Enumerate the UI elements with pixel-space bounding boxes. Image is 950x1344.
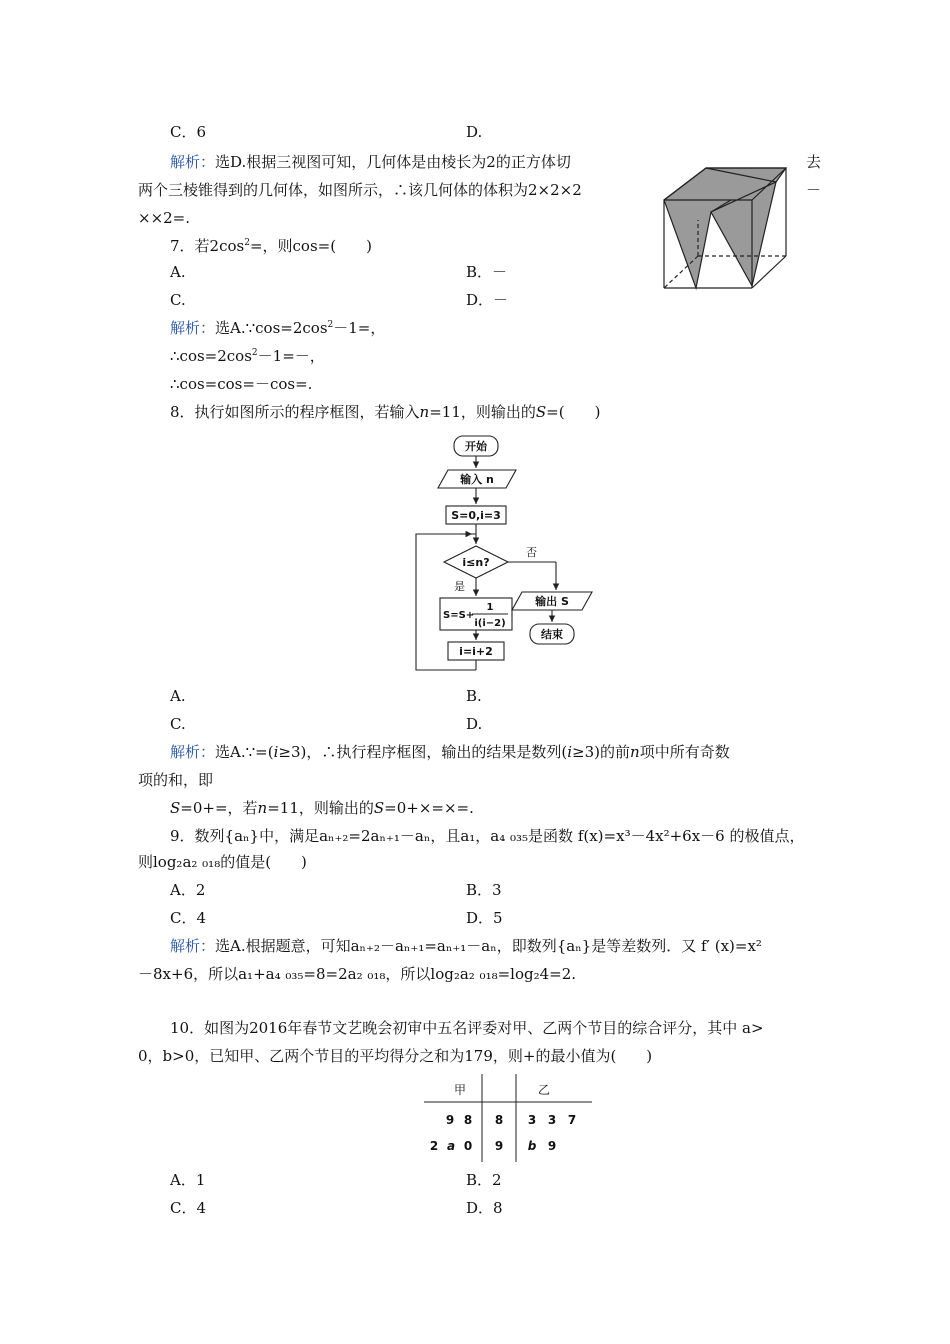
body-label: S=S+	[443, 610, 475, 621]
q6-option-d: D.	[466, 123, 483, 141]
q10-option-b: B．2	[466, 1171, 502, 1189]
q7-option-b: B．－	[466, 263, 508, 281]
flowchart	[408, 432, 604, 678]
q10-stem-line-1: 10．如图为2016年春节文艺晚会初审中五名评委对甲、乙两个节目的综合评分，其中 a>	[170, 1019, 764, 1037]
q7-analysis-line-3: ∴cos=cos=－cos=.	[170, 375, 313, 393]
leaf-left: 8	[463, 1113, 473, 1127]
q8-analysis-line-2: 项的和，即	[138, 771, 214, 789]
q6-analysis-line-1	[170, 152, 571, 172]
q7-option-c: C.	[170, 291, 186, 309]
q8-analysis-line-3: S=0+=，若n=11，则输出的S=0+×=×=.	[170, 799, 474, 817]
q6-analysis-tail-1: 去	[806, 153, 822, 171]
increment-label: i=i+2	[459, 645, 493, 658]
q7-option-a: A.	[170, 263, 186, 281]
q9-analysis-line-2: －8x+6，所以a₁+a₄ ₀₃₅=8=2a₂ ₀₁₈，所以log₂a₂ ₀₁₈=log₂4=2.	[138, 965, 577, 983]
q9-option-d: D．5	[466, 909, 503, 927]
q7-option-d: D．－	[466, 291, 509, 309]
analysis-label: 解析：	[170, 319, 216, 337]
q7-analysis-line-2: $\therefore\cos=2\cos^2-1=-$，	[170, 347, 325, 365]
q6-analysis-tail-2: －	[806, 181, 822, 199]
q9-option-c: C．4	[170, 909, 207, 927]
table-head-left: 甲	[453, 1083, 467, 1097]
stem-leaf-table	[420, 1072, 596, 1164]
analysis-label: 解析：	[170, 743, 216, 761]
table-head-right: 乙	[537, 1083, 551, 1097]
q10-option-a: A．1	[170, 1171, 206, 1189]
q7-analysis-line-1: 解析：选$A.\because\cos=2\cos^2-1=$，	[170, 319, 386, 337]
q9-analysis-line-1: 解析：选A.根据题意，可知aₙ₊₂－aₙ₊₁=aₙ₊₁－aₙ，即数列{aₙ}是等差数列．又 f′ (x)=x²	[170, 937, 762, 955]
q10-stem-line-2: 0，b>0，已知甲、乙两个节目的平均得分之和为179，则+的最小值为( )	[138, 1047, 653, 1065]
body-denominator: i(i−2)	[474, 618, 506, 629]
q9-stem-line-1: 9．数列{aₙ}中，满足aₙ₊₂=2aₙ₊₁－aₙ，且a₁，a₄ ₀₃₅是函数 f(x)=x³－4x²+6x－6 的极值点，	[170, 827, 805, 845]
decision-label: i≤n?	[462, 556, 490, 569]
q9-stem-line-2: 则log₂a₂ ₀₁₈的值是( )	[138, 853, 307, 871]
leaf-right: 7	[567, 1113, 577, 1127]
input-label: 输入 n	[460, 473, 494, 486]
q8-stem: 8．执行如图所示的程序框图，若输入n=11，则输出的S=( )	[170, 403, 601, 421]
body-numerator: 1	[486, 602, 494, 613]
stem-value: 8	[494, 1113, 504, 1127]
output-label: 输出 S	[535, 595, 569, 608]
q8-analysis-line-1: 解析：选A.∵=(i≥3)，∴执行程序框图，输出的结果是数列(i≥3)的前n项中所有奇数	[170, 743, 730, 761]
leaf-left: 9	[445, 1113, 455, 1127]
q8-option-a: A.	[170, 687, 186, 705]
q6-option-c: C．6	[170, 123, 207, 141]
q6-analysis-text-1: 选D.根据三视图可知，几何体是由棱长为2的正方体切	[215, 153, 571, 171]
q6-analysis-line-2: 两个三棱锥得到的几何体，如图所示，∴该几何体的体积为2×2×2	[138, 181, 582, 199]
q7-stem: 7．若$2\cos^2=$，则cos=( )	[170, 237, 372, 255]
q10-option-c: C．4	[170, 1199, 207, 1217]
q10-option-d: D．8	[466, 1199, 503, 1217]
q8-option-b: B.	[466, 687, 482, 705]
analysis-label: 解析：	[170, 937, 216, 955]
leaf-left: 2	[429, 1139, 439, 1153]
q8-option-c: C.	[170, 715, 186, 733]
q8-option-d: D.	[466, 715, 483, 733]
leaf-right: b	[527, 1139, 537, 1153]
q6-analysis-line-3: ××2=.	[138, 209, 191, 227]
no-label: 否	[526, 546, 537, 559]
q9-option-a: A．2	[170, 881, 206, 899]
analysis-label: 解析：	[170, 153, 216, 171]
leaf-left: 0	[463, 1139, 473, 1153]
leaf-right: 9	[547, 1139, 557, 1153]
q9-option-b: B．3	[466, 881, 502, 899]
yes-label: 是	[454, 580, 465, 593]
leaf-left: a	[446, 1139, 456, 1153]
start-label: 开始	[465, 440, 487, 453]
end-label: 结束	[541, 628, 563, 641]
leaf-right: 3	[547, 1113, 557, 1127]
cube-figure	[656, 160, 790, 292]
leaf-right: 3	[527, 1113, 537, 1127]
init-label: S=0,i=3	[451, 509, 501, 522]
stem-value: 9	[494, 1139, 504, 1153]
